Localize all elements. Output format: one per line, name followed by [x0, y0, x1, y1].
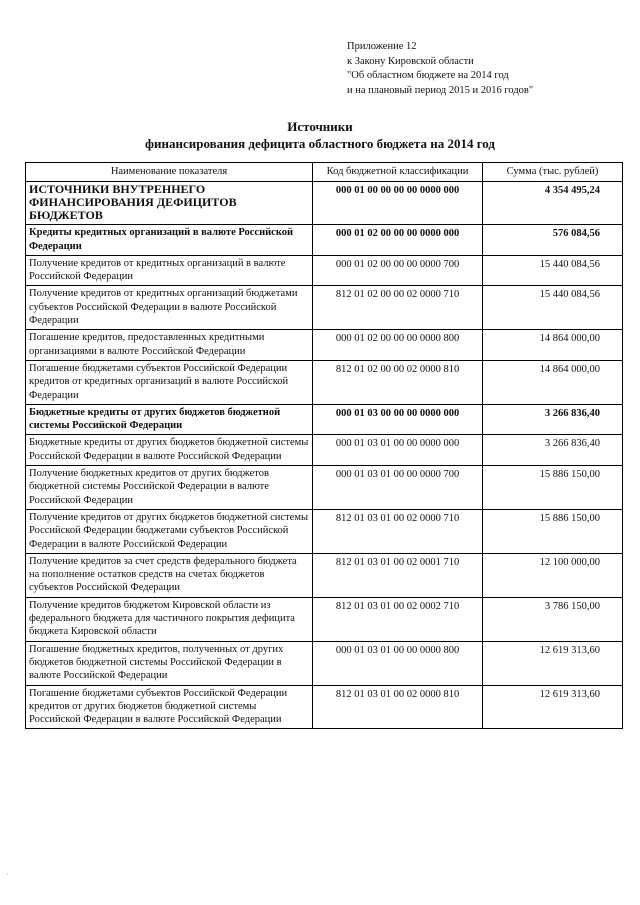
- table-row: [26, 597, 623, 641]
- row-name: Погашение бюджетами субъектов Российской Федерации кредитов от других бюджетов бюджетной системы Российской Федерации в валюте Российской Федерации: [26, 685, 313, 729]
- row-name: Получение кредитов от кредитных организаций в валюте Российской Федерации: [26, 255, 313, 286]
- row-sum: 12 100 000,00: [483, 553, 623, 597]
- header-sum: Сумма (тыс. рублей): [483, 163, 623, 182]
- title-line-2: финансирования дефицита областного бюджета на 2014 год: [145, 136, 495, 151]
- table-row: [26, 330, 623, 361]
- table-row: [26, 466, 623, 510]
- row-code: 812 01 02 00 00 02 0000 710: [313, 286, 483, 330]
- row-sum: 15 886 150,00: [483, 509, 623, 553]
- row-code: 812 01 03 01 00 02 0001 710: [313, 553, 483, 597]
- table-row: [26, 360, 623, 404]
- row-name: Получение бюджетных кредитов от других бюджетов бюджетной системы Российской Федерации в валюте Российской Федерации: [26, 466, 313, 510]
- row-sum: 15 440 084,56: [483, 286, 623, 330]
- row-code: 812 01 03 01 00 02 0000 710: [313, 509, 483, 553]
- row-code: 000 01 02 00 00 00 0000 700: [313, 255, 483, 286]
- row-sum: 15 886 150,00: [483, 466, 623, 510]
- row-code: 812 01 03 01 00 02 0002 710: [313, 597, 483, 641]
- table-row: [26, 685, 623, 729]
- row-name: Погашение кредитов, предоставленных кредитными организациями в валюте Российской Федерации: [26, 330, 313, 361]
- table-row: [26, 225, 623, 256]
- row-code: 812 01 03 01 00 02 0000 810: [313, 685, 483, 729]
- row-name: Бюджетные кредиты от других бюджетов бюджетной системы Российской Федерации: [26, 404, 313, 435]
- row-name: Кредиты кредитных организаций в валюте Российской Федерации: [26, 225, 313, 256]
- row-name: Погашение бюджетных кредитов, полученных от других бюджетов бюджетной системы Российской Федерации в валюте Российской Федерации: [26, 641, 313, 685]
- row-sum: 3 266 836,40: [483, 435, 623, 466]
- table-row: [26, 404, 623, 435]
- table-row: [26, 255, 623, 286]
- row-code: 000 01 03 01 00 00 0000 000: [313, 435, 483, 466]
- row-code: 000 01 02 00 00 00 0000 000: [313, 225, 483, 256]
- row-sum: 576 084,56: [483, 225, 623, 256]
- row-sum: 14 864 000,00: [483, 360, 623, 404]
- row-name: Получение кредитов от других бюджетов бюджетной системы Российской Федерации бюджетами субъектов Российской Федерации в валюте Российской Федерации: [26, 509, 313, 553]
- row-name: Получение кредитов за счет средств федерального бюджета на пополнение остатков средств на счетах бюджетов субъектов Российской Федерации: [26, 553, 313, 597]
- appendix-note: [347, 40, 627, 98]
- appendix-line-2: к Закону Кировской области: [347, 55, 474, 67]
- row-code: 000 01 03 01 00 00 0000 800: [313, 641, 483, 685]
- appendix-line-4: и на плановый период 2015 и 2016 годов": [347, 84, 534, 96]
- row-name: Получение кредитов от кредитных организаций бюджетами субъектов Российской Федерации в валюте Российской Федерации: [26, 286, 313, 330]
- title-line-1: Источники: [287, 119, 353, 134]
- table-row: [26, 509, 623, 553]
- row-sum: 3 266 836,40: [483, 404, 623, 435]
- row-sum: 12 619 313,60: [483, 641, 623, 685]
- row-sum: 3 786 150,00: [483, 597, 623, 641]
- row-code: 000 01 00 00 00 00 0000 000: [313, 182, 483, 225]
- row-name: Бюджетные кредиты от других бюджетов бюджетной системы Российской Федерации в валюте Российской Федерации: [26, 435, 313, 466]
- table-row: [26, 286, 623, 330]
- table-row: [26, 435, 623, 466]
- row-code: 000 01 03 00 00 00 0000 000: [313, 404, 483, 435]
- row-code: 812 01 02 00 00 02 0000 810: [313, 360, 483, 404]
- row-name: ИСТОЧНИКИ ВНУТРЕННЕГО ФИНАНСИРОВАНИЯ ДЕФИЦИТОВ БЮДЖЕТОВ: [26, 182, 313, 225]
- appendix-line-1: Приложение 12: [347, 41, 417, 52]
- row-sum: 15 440 084,56: [483, 255, 623, 286]
- row-name: Получение кредитов бюджетом Кировской области из федерального бюджета для частичного покрытия дефицита бюджета Кировской области: [26, 597, 313, 641]
- header-name: Наименование показателя: [26, 163, 313, 182]
- row-code: 000 01 03 01 00 00 0000 700: [313, 466, 483, 510]
- row-sum: 14 864 000,00: [483, 330, 623, 361]
- row-code: 000 01 02 00 00 00 0000 800: [313, 330, 483, 361]
- row-name: Погашение бюджетами субъектов Российской Федерации кредитов от кредитных организаций в валюте Российской Федерации: [26, 360, 313, 404]
- table-row: [26, 641, 623, 685]
- table-row: [26, 553, 623, 597]
- row-sum: 12 619 313,60: [483, 685, 623, 729]
- scan-mark: ·: [6, 870, 9, 879]
- table-header-row: [26, 163, 623, 182]
- document-title: [0, 118, 640, 152]
- header-code: Код бюджетной классификации: [313, 163, 483, 182]
- row-sum: 4 354 495,24: [483, 182, 623, 225]
- table-row: [26, 182, 623, 225]
- appendix-line-3: "Об областном бюджете на 2014 год: [347, 70, 509, 81]
- financing-sources-table: [25, 162, 623, 729]
